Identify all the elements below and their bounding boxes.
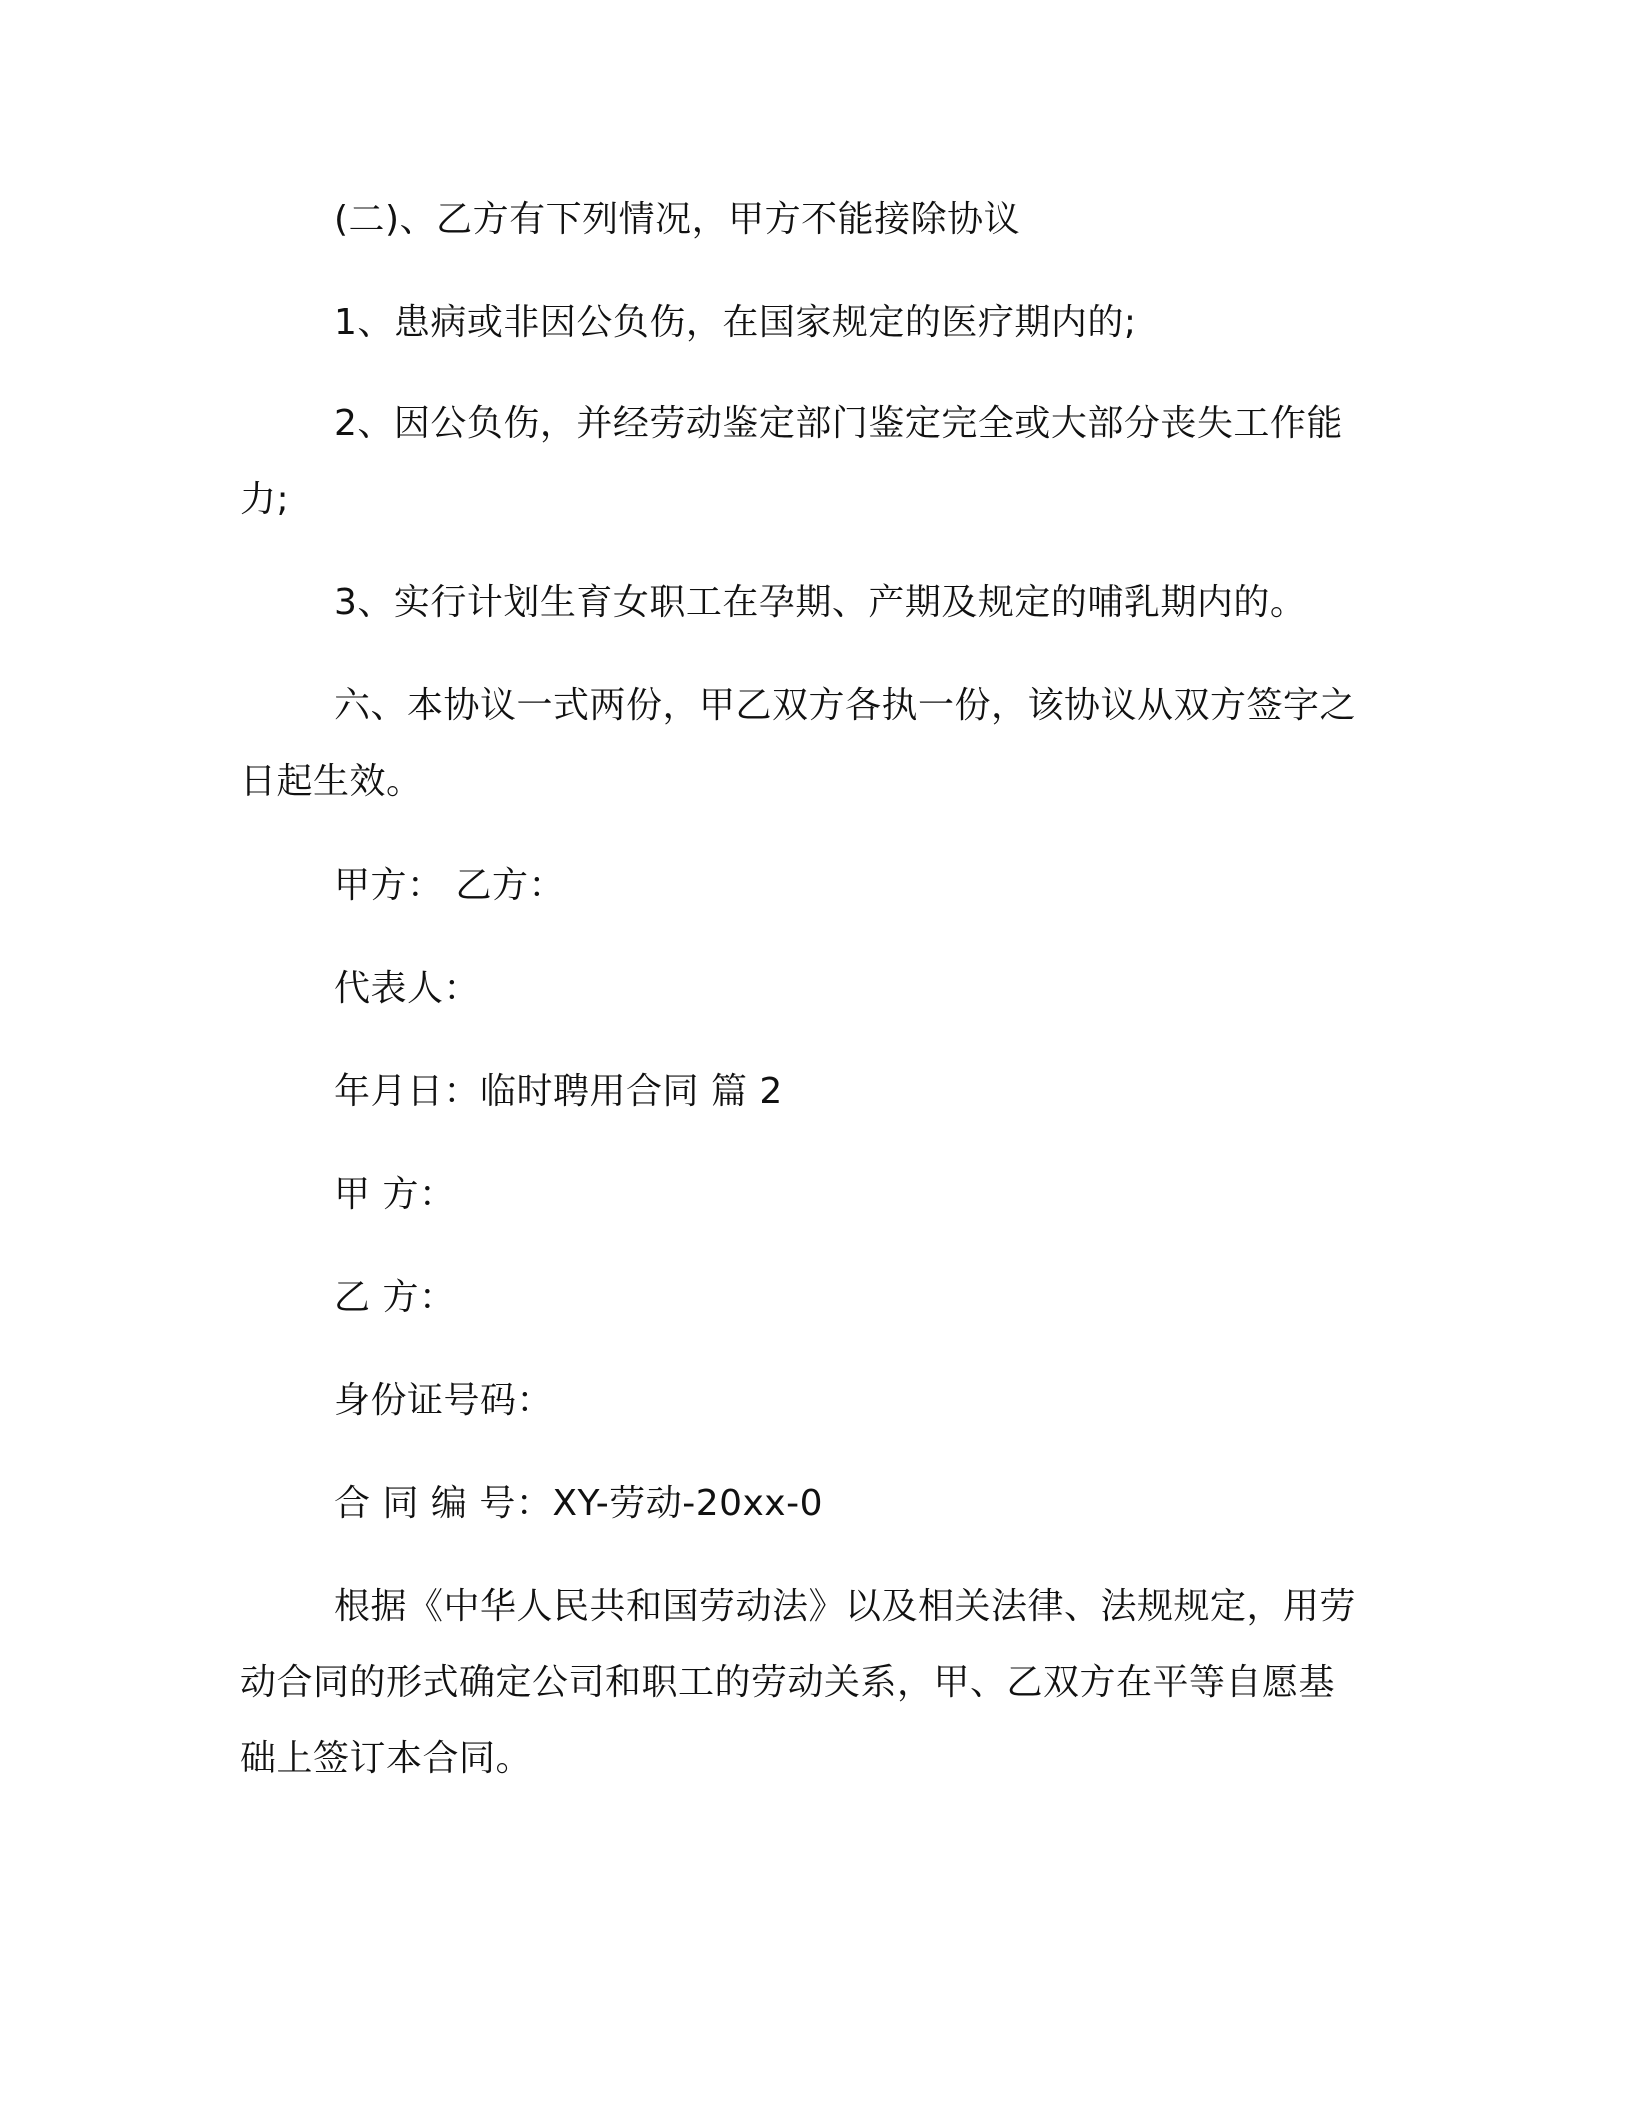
intro-paragraph-line-2: 动合同的形式确定公司和职工的劳动关系，甲、乙双方在平等自愿基 (240, 1662, 1336, 1703)
date-and-title-line: 年月日：临时聘用合同 篇 2 (334, 1071, 783, 1112)
representative-line: 代表人： (334, 968, 481, 1009)
intro-paragraph-line-3: 础上签订本合同。 (240, 1738, 533, 1779)
clause-six-line-2: 日起生效。 (240, 761, 423, 802)
clause-heading-2: (二)、乙方有下列情况，甲方不能接除协议 (334, 199, 1021, 240)
clause-item-1: 1、患病或非因公负伤，在国家规定的医疗期内的; (334, 302, 1137, 343)
intro-paragraph-line-1: 根据《中华人民共和国劳动法》以及相关法律、法规规定，用劳 (334, 1586, 1357, 1627)
clause-item-3: 3、实行计划生育女职工在孕期、产期及规定的哺乳期内的。 (334, 582, 1307, 623)
party-b-line: 乙 方： (334, 1277, 456, 1318)
party-a-line: 甲 方： (334, 1174, 456, 1215)
contract-number-line: 合 同 编 号：XY-劳动-20xx-0 (334, 1483, 824, 1524)
party-signature-line: 甲方： 乙方： (334, 865, 565, 906)
clause-six-line-1: 六、本协议一式两份，甲乙双方各执一份，该协议从双方签字之 (334, 685, 1357, 726)
clause-item-2-line-1: 2、因公负伤，并经劳动鉴定部门鉴定完全或大部分丧失工作能 (334, 403, 1343, 444)
clause-item-2-line-2: 力; (240, 479, 290, 520)
id-number-line: 身份证号码： (334, 1380, 554, 1421)
